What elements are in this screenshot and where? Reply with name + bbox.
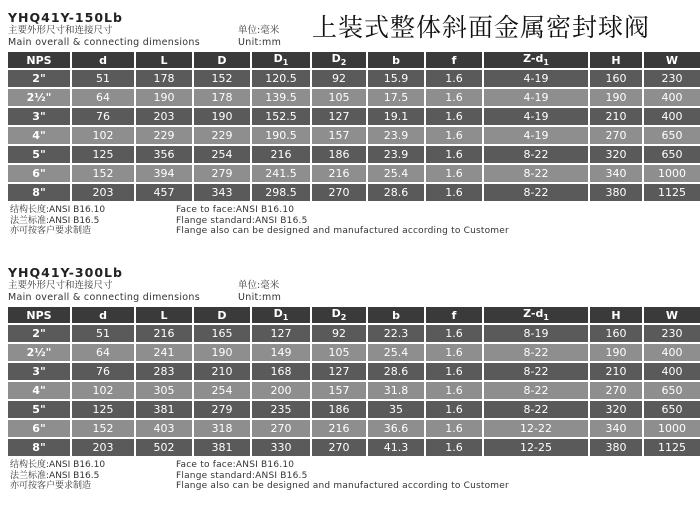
table-cell: 15.9 [368, 70, 424, 87]
table-cell: 8-22 [484, 344, 588, 361]
table-cell: 64 [72, 344, 134, 361]
subtitle-cn-row [8, 25, 694, 37]
table-cell: 340 [590, 420, 642, 437]
table-cell: 502 [136, 439, 192, 456]
table-cell: 51 [72, 70, 134, 87]
table-cell: 105 [312, 344, 366, 361]
table-cell: 229 [136, 127, 192, 144]
note-en-line: Flange standard:ANSI B16.5 [176, 470, 308, 481]
table-cell: 120.5 [252, 70, 310, 87]
table-cell: 1.6 [426, 344, 482, 361]
table-cell: 203 [72, 439, 134, 456]
table-cell: 157 [312, 382, 366, 399]
table-cell: 4-19 [484, 70, 588, 87]
table-row [8, 165, 700, 182]
subtitle-cn-row [8, 280, 694, 292]
table-cell: 64 [72, 89, 134, 106]
notes-en [176, 205, 509, 237]
table-cell: 400 [644, 344, 700, 361]
table-cell: 210 [590, 363, 642, 380]
model-title: YHQ41Y-150Lb [8, 10, 123, 25]
table-cell: 400 [644, 108, 700, 125]
column-header: D [194, 52, 250, 68]
table-cell: 168 [252, 363, 310, 380]
table-cell: 127 [312, 108, 366, 125]
table-cell: 400 [644, 363, 700, 380]
table-cell: 381 [136, 401, 192, 418]
column-header: $Z-d_1$ [484, 307, 588, 323]
table-cell: 127 [252, 325, 310, 342]
nps-cell: 4" [8, 382, 70, 399]
subtitle-en: Main overall & connecting dimensions [8, 292, 200, 303]
subtitle-en: Main overall & connecting dimensions [8, 37, 200, 48]
table-cell: 19.1 [368, 108, 424, 125]
table-cell: 403 [136, 420, 192, 437]
table-cell: 241 [136, 344, 192, 361]
table-cell: 186 [312, 146, 366, 163]
table-cell: 125 [72, 146, 134, 163]
column-header: W [644, 52, 700, 68]
table-cell: 190 [136, 89, 192, 106]
table-cell: 8-22 [484, 363, 588, 380]
note-cn-line: 法兰标准:ANSI B16.5 [10, 470, 100, 481]
table-cell: 1125 [644, 439, 700, 456]
table-cell: 190 [590, 344, 642, 361]
table-row [8, 382, 700, 399]
table-cell: 318 [194, 420, 250, 437]
column-header: $Z-d_1$ [484, 52, 588, 68]
page-title: 上装式整体斜面金属密封球阀 [312, 13, 651, 42]
model-title: YHQ41Y-300Lb [8, 265, 123, 280]
note-cn-line: 结构长度:ANSI B16.10 [10, 460, 106, 470]
table-cell: 178 [194, 89, 250, 106]
table-cell: 283 [136, 363, 192, 380]
subtitle-cn: 主要外形尺寸和连接尺寸 [8, 25, 113, 36]
table-cell: 51 [72, 325, 134, 342]
notes [8, 205, 694, 239]
unit-en: Unit:mm [238, 37, 282, 48]
table-cell: 241.5 [252, 165, 310, 182]
nps-cell: 2" [8, 325, 70, 342]
table-row [8, 325, 700, 342]
table-cell: 8-22 [484, 165, 588, 182]
table-cell: 8-22 [484, 184, 588, 201]
nps-cell: 4" [8, 127, 70, 144]
table-cell: 270 [590, 127, 642, 144]
column-header: H [590, 307, 642, 323]
table-cell: 270 [590, 382, 642, 399]
table-row [8, 70, 700, 87]
notes-cn [10, 205, 105, 237]
table-cell: 102 [72, 382, 134, 399]
table-cell: 160 [590, 70, 642, 87]
table-cell: 92 [312, 325, 366, 342]
column-header: L [136, 307, 192, 323]
column-header: $D_2$ [312, 307, 366, 323]
table-cell: 8-22 [484, 401, 588, 418]
table-cell: 1.6 [426, 165, 482, 182]
table-cell: 35 [368, 401, 424, 418]
table-row [8, 439, 700, 456]
table-cell: 457 [136, 184, 192, 201]
table-cell: 28.6 [368, 184, 424, 201]
header-row [8, 52, 700, 68]
table-cell: 92 [312, 70, 366, 87]
table-cell: 650 [644, 127, 700, 144]
notes [8, 460, 694, 494]
table-cell: 279 [194, 401, 250, 418]
nps-cell: 2" [8, 70, 70, 87]
table-cell: 254 [194, 146, 250, 163]
table-cell: 23.9 [368, 146, 424, 163]
unit-en: Unit:mm [238, 292, 282, 303]
note-cn-line: 亦可按客户要求制造 [10, 481, 92, 491]
note-cn-line: 法兰标准:ANSI B16.5 [10, 215, 100, 226]
table-cell: 356 [136, 146, 192, 163]
table-row [8, 89, 700, 106]
unit-cn: 单位:毫米 [238, 25, 280, 36]
column-header: b [368, 52, 424, 68]
subtitle-en-row [8, 292, 694, 304]
table-row [8, 127, 700, 144]
nps-cell: 3" [8, 363, 70, 380]
table-cell: 320 [590, 401, 642, 418]
column-header: $D_2$ [312, 52, 366, 68]
column-header: d [72, 52, 134, 68]
column-header: $D_1$ [252, 52, 310, 68]
table-cell: 279 [194, 165, 250, 182]
table-cell: 1.6 [426, 439, 482, 456]
table-cell: 216 [136, 325, 192, 342]
table-cell: 1.6 [426, 146, 482, 163]
table-cell: 105 [312, 89, 366, 106]
table-cell: 1.6 [426, 184, 482, 201]
table-cell: 330 [252, 439, 310, 456]
column-header: NPS [8, 307, 70, 323]
table-cell: 127 [312, 363, 366, 380]
table-body [8, 70, 700, 201]
table-cell: 152 [194, 70, 250, 87]
table-cell: 160 [590, 325, 642, 342]
nps-cell: 3" [8, 108, 70, 125]
table-cell: 650 [644, 401, 700, 418]
table-cell: 12-22 [484, 420, 588, 437]
column-header: f [426, 52, 482, 68]
table-cell: 8-22 [484, 146, 588, 163]
nps-cell: 6" [8, 165, 70, 182]
table-cell: 4-19 [484, 127, 588, 144]
table-cell: 1000 [644, 420, 700, 437]
table-cell: 165 [194, 325, 250, 342]
dimension-table [6, 50, 700, 203]
table-cell: 343 [194, 184, 250, 201]
table-row [8, 108, 700, 125]
table-cell: 1000 [644, 165, 700, 182]
table-cell: 650 [644, 146, 700, 163]
table-row [8, 420, 700, 437]
table-cell: 400 [644, 89, 700, 106]
note-en-line: Flange standard:ANSI B16.5 [176, 215, 308, 226]
table-cell: 230 [644, 70, 700, 87]
table-cell: 203 [136, 108, 192, 125]
nps-cell: 6" [8, 420, 70, 437]
table-cell: 178 [136, 70, 192, 87]
table-cell: 17.5 [368, 89, 424, 106]
nps-cell: 8" [8, 439, 70, 456]
table-cell: 270 [252, 420, 310, 437]
column-header: f [426, 307, 482, 323]
table-cell: 203 [72, 184, 134, 201]
table-cell: 270 [312, 439, 366, 456]
subtitle-cn: 主要外形尺寸和连接尺寸 [8, 280, 113, 291]
table-cell: 190 [194, 108, 250, 125]
table-cell: 152 [72, 420, 134, 437]
column-header: b [368, 307, 424, 323]
column-header: W [644, 307, 700, 323]
table-row [8, 401, 700, 418]
table-cell: 125 [72, 401, 134, 418]
note-en-line: Flange also can be designed and manufactured according to Customer [176, 226, 509, 236]
table-cell: 1.6 [426, 108, 482, 125]
column-header: $D_1$ [252, 307, 310, 323]
table-cell: 8-19 [484, 325, 588, 342]
table-body [8, 325, 700, 456]
unit-cn: 单位:毫米 [238, 280, 280, 291]
column-header: H [590, 52, 642, 68]
table-cell: 230 [644, 325, 700, 342]
table-cell: 216 [252, 146, 310, 163]
header-row [8, 307, 700, 323]
table-cell: 76 [72, 363, 134, 380]
note-en-line: Face to face:ANSI B16.10 [176, 205, 295, 215]
table-cell: 31.8 [368, 382, 424, 399]
column-header: NPS [8, 52, 70, 68]
column-header: L [136, 52, 192, 68]
note-en-line: Face to face:ANSI B16.10 [176, 460, 295, 470]
table-cell: 340 [590, 165, 642, 182]
table-cell: 381 [194, 439, 250, 456]
table-cell: 380 [590, 184, 642, 201]
column-header: d [72, 307, 134, 323]
table-cell: 28.6 [368, 363, 424, 380]
note-cn-line: 结构长度:ANSI B16.10 [10, 205, 106, 215]
table-cell: 320 [590, 146, 642, 163]
table-cell: 305 [136, 382, 192, 399]
table-cell: 229 [194, 127, 250, 144]
table-cell: 76 [72, 108, 134, 125]
dimension-table [6, 305, 700, 458]
nps-cell: 5" [8, 401, 70, 418]
table-cell: 650 [644, 382, 700, 399]
table-cell: 4-19 [484, 108, 588, 125]
table-cell: 190.5 [252, 127, 310, 144]
table-cell: 210 [590, 108, 642, 125]
subtitle-en-row [8, 37, 694, 49]
table-row [8, 184, 700, 201]
table-cell: 1.6 [426, 401, 482, 418]
table-cell: 36.6 [368, 420, 424, 437]
table-cell: 1125 [644, 184, 700, 201]
section-150lb [8, 10, 694, 239]
table-cell: 139.5 [252, 89, 310, 106]
table-cell: 12-25 [484, 439, 588, 456]
table-cell: 25.4 [368, 344, 424, 361]
table-cell: 41.3 [368, 439, 424, 456]
nps-cell: 8" [8, 184, 70, 201]
table-cell: 149 [252, 344, 310, 361]
table-cell: 1.6 [426, 127, 482, 144]
note-en-line: Flange also can be designed and manufactured according to Customer [176, 481, 509, 491]
column-header: D [194, 307, 250, 323]
table-cell: 270 [312, 184, 366, 201]
table-cell: 1.6 [426, 363, 482, 380]
table-cell: 380 [590, 439, 642, 456]
table-row [8, 363, 700, 380]
table-cell: 1.6 [426, 420, 482, 437]
table-cell: 22.3 [368, 325, 424, 342]
table-cell: 4-19 [484, 89, 588, 106]
table-cell: 200 [252, 382, 310, 399]
notes-en [176, 460, 509, 492]
table-cell: 102 [72, 127, 134, 144]
table-cell: 298.5 [252, 184, 310, 201]
table-cell: 1.6 [426, 325, 482, 342]
table-cell: 152.5 [252, 108, 310, 125]
nps-cell: 5" [8, 146, 70, 163]
table-cell: 216 [312, 165, 366, 182]
table-cell: 152 [72, 165, 134, 182]
table-cell: 1.6 [426, 70, 482, 87]
table-cell: 210 [194, 363, 250, 380]
table-cell: 8-22 [484, 382, 588, 399]
table-cell: 394 [136, 165, 192, 182]
table-cell: 23.9 [368, 127, 424, 144]
table-cell: 157 [312, 127, 366, 144]
table-cell: 1.6 [426, 382, 482, 399]
nps-cell: 2½" [8, 344, 70, 361]
note-cn-line: 亦可按客户要求制造 [10, 226, 92, 236]
table-cell: 190 [194, 344, 250, 361]
table-cell: 25.4 [368, 165, 424, 182]
table-cell: 216 [312, 420, 366, 437]
table-cell: 1.6 [426, 89, 482, 106]
table-row [8, 344, 700, 361]
nps-cell: 2½" [8, 89, 70, 106]
table-cell: 254 [194, 382, 250, 399]
table-row [8, 146, 700, 163]
section-300lb [8, 265, 694, 494]
notes-cn [10, 460, 105, 492]
table-cell: 190 [590, 89, 642, 106]
table-cell: 186 [312, 401, 366, 418]
table-cell: 235 [252, 401, 310, 418]
